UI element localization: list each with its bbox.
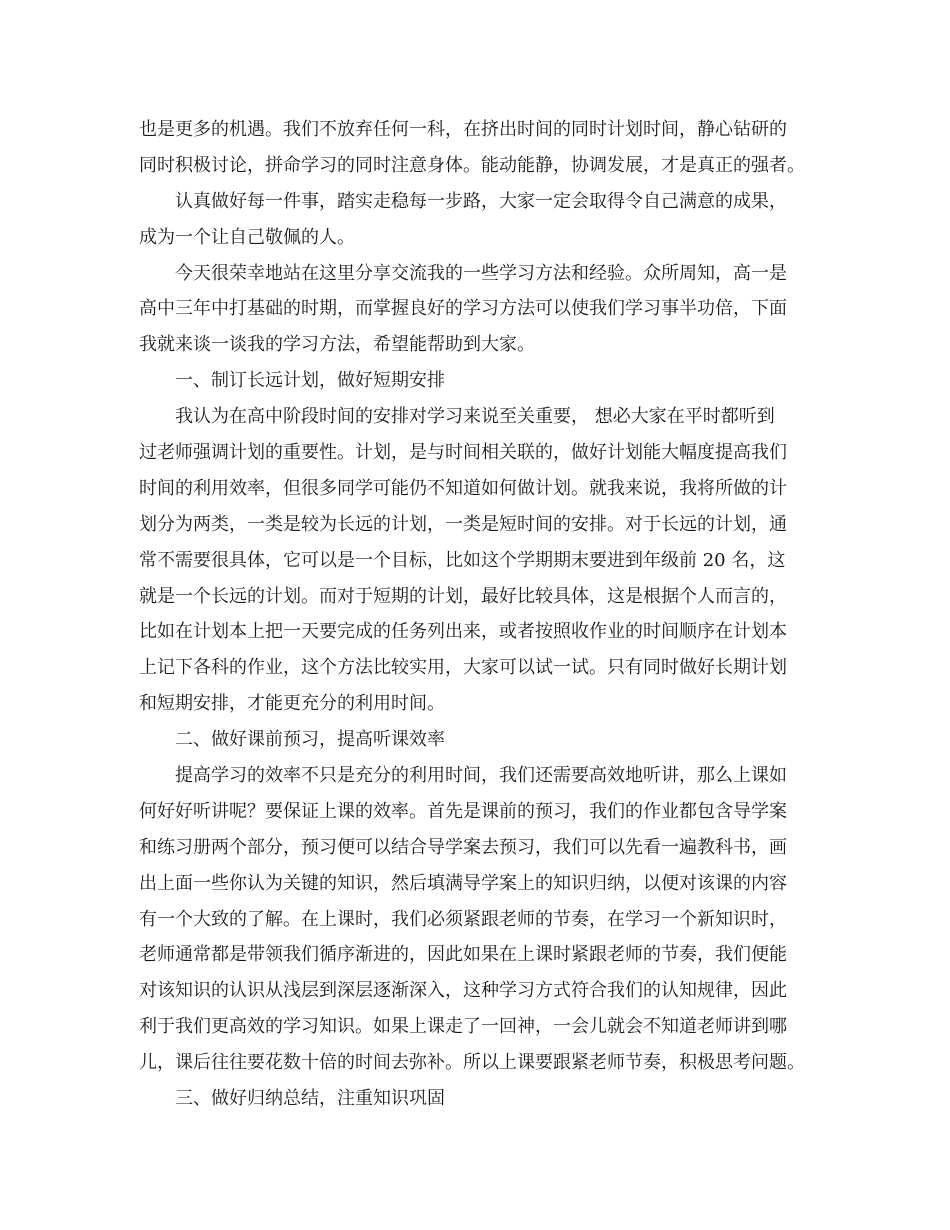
paragraph-line: 高中三年中打基础的时期，而掌握良好的学习方法可以使我们学习事半功倍，下面 xyxy=(139,298,787,319)
paragraph-line: 划分为两类，一类是较为长远的计划，一类是短时间的安排。对于长远的计划，通 xyxy=(139,514,787,535)
paragraph-line: 提高学习的效率不只是充分的利用时间，我们还需要高效地听讲，那么上课如 xyxy=(175,765,787,786)
section-heading: 一、制订长远计划，做好短期安排 xyxy=(175,370,445,391)
paragraph-line: 就是一个长远的计划。而对于短期的计划，最好比较具体，这是根据个人而言的， xyxy=(139,586,787,607)
paragraph-line: 成为一个让自己敬佩的人。 xyxy=(139,227,355,248)
section-heading: 二、做好课前预习，提高听课效率 xyxy=(175,729,445,750)
paragraph-line: 认真做好每一件事，踏实走稳每一步路，大家一定会取得令自己满意的成果， xyxy=(175,191,787,212)
paragraph-line: 我认为在高中阶段时间的安排对学习来说至关重要， 想必大家在平时都听到 xyxy=(175,406,775,427)
paragraph-line: 有一个大致的了解。在上课时，我们必须紧跟老师的节奏，在学习一个新知识时， xyxy=(139,909,787,930)
paragraph-line: 比如在计划本上把一天要完成的任务列出来，或者按照收作业的时间顺序在计划本 xyxy=(139,621,787,642)
paragraph-line: 何好好听讲呢？要保证上课的效率。首先是课前的预习，我们的作业都包含导学案 xyxy=(139,801,787,822)
paragraph-line: 出上面一些你认为关键的知识，然后填满导学案上的知识归纳，以便对该课的内容 xyxy=(139,873,787,894)
paragraph-line: 利于我们更高效的学习知识。如果上课走了一回神，一会儿就会不知道老师讲到哪 xyxy=(139,1016,787,1037)
paragraph-line: 我就来谈一谈我的学习方法，希望能帮助到大家。 xyxy=(139,334,535,355)
paragraph-line: 儿，课后往往要花数十倍的时间去弥补。所以上课要跟紧老师节奏，积极思考问题。 xyxy=(139,1052,805,1073)
paragraph-line: 也是更多的机遇。我们不放弃任何一科，在挤出时间的同时计划时间，静心钻研的 xyxy=(139,119,787,140)
paragraph-line: 老师通常都是带领我们循序渐进的，因此如果在上课时紧跟老师的节奏，我们便能 xyxy=(139,944,787,965)
paragraph-line: 过老师强调计划的重要性。计划，是与时间相关联的，做好计划能大幅度提高我们 xyxy=(139,442,787,463)
paragraph-line: 和练习册两个部分，预习便可以结合导学案去预习，我们可以先看一遍教科书，画 xyxy=(139,837,787,858)
paragraph-line: 常不需要很具体，它可以是一个目标，比如这个学期期末要进到年级前 20 名，这 xyxy=(139,550,786,571)
section-heading: 三、做好归纳总结，注重知识巩固 xyxy=(175,1088,445,1109)
paragraph-line: 和短期安排，才能更充分的利用时间。 xyxy=(139,693,445,714)
paragraph-line: 对该知识的认识从浅层到深层逐渐深入，这种学习方式符合我们的认知规律，因此 xyxy=(139,980,787,1001)
paragraph-line: 上记下各科的作业，这个方法比较实用，大家可以试一试。只有同时做好长期计划 xyxy=(139,657,787,678)
paragraph-line: 今天很荣幸地站在这里分享交流我的一些学习方法和经验。众所周知，高一是 xyxy=(175,263,787,284)
paragraph-line: 时间的利用效率，但很多同学可能仍不知道如何做计划。就我来说，我将所做的计 xyxy=(139,478,787,499)
paragraph-line: 同时积极讨论，拼命学习的同时注意身体。能动能静，协调发展，才是真正的强者。 xyxy=(139,155,805,176)
